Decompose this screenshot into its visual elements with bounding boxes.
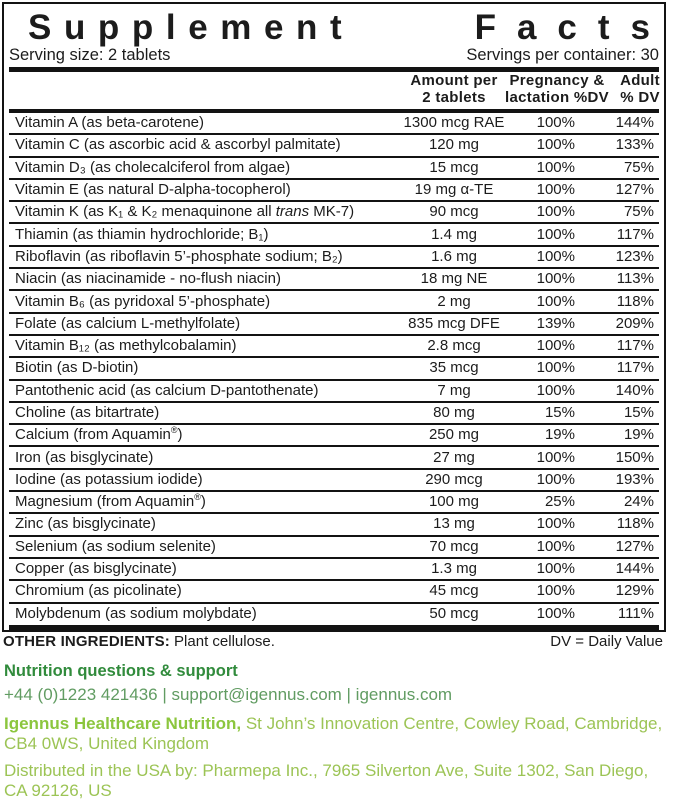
- amount-cell: 90 mcg: [429, 203, 479, 221]
- nutrient-name: Iron (as bisglycinate): [15, 448, 154, 466]
- amount-cell: 1.6 mg: [431, 247, 477, 265]
- serving-info-row: [4, 45, 664, 66]
- adult-dv-cell: 19%: [623, 426, 654, 444]
- column-header-adult-line1: Adult: [620, 72, 660, 89]
- pregnancy-dv-cell: 100%: [536, 560, 575, 578]
- table-row: [9, 245, 659, 267]
- other-ingredients-label: OTHER INGREDIENTS:: [3, 633, 170, 650]
- adult-dv-cell: 193%: [615, 470, 654, 488]
- contact-line: +44 (0)1223 421436 | support@igennus.com | igennus.com: [4, 685, 453, 704]
- nutrient-name: Vitamin D₃ (as cholecalciferol from algae): [15, 158, 291, 176]
- table-row: [9, 334, 659, 356]
- nutrient-name: Vitamin E (as natural D-alpha-tocopherol): [15, 181, 291, 199]
- column-header-amount-line2: 2 tablets: [422, 88, 486, 106]
- adult-dv-cell: 118%: [616, 515, 654, 533]
- pregnancy-dv-cell: 100%: [536, 270, 575, 288]
- nutrient-name: Vitamin B₆ (as pyridoxal 5’-phosphate): [15, 292, 271, 310]
- company-address-rest: St John’s Innovation Centre, Cowley Road, Cambridge, CB4 0WS, United Kingdom: [4, 714, 663, 753]
- amount-cell: 15 mcg: [429, 158, 479, 176]
- table-row: [9, 379, 659, 401]
- panel-title: [4, 4, 671, 47]
- table-row: [9, 113, 659, 133]
- table-row: [9, 222, 659, 244]
- adult-dv-cell: 133%: [615, 136, 654, 154]
- adult-dv-cell: 127%: [615, 181, 654, 199]
- pregnancy-dv-cell: 100%: [536, 537, 575, 555]
- contact-heading: Nutrition questions & support: [4, 662, 238, 680]
- registered-trademark-symbol: ®: [170, 425, 178, 436]
- table-row: [9, 178, 659, 200]
- pregnancy-dv-cell: 100%: [536, 114, 575, 132]
- pregnancy-dv-cell: 100%: [536, 337, 575, 355]
- table-row: [9, 200, 659, 222]
- pregnancy-dv-cell: 100%: [536, 292, 575, 310]
- nutrient-name: Riboflavin (as riboflavin 5’-phosphate sodium; B₂): [15, 247, 343, 265]
- amount-cell: 50 mcg: [429, 604, 479, 622]
- table-header: [4, 72, 664, 109]
- supplement-facts-panel: [2, 2, 671, 632]
- table-row: [9, 579, 659, 601]
- amount-cell: 19 mg α-TE: [414, 181, 494, 199]
- nutrient-name: Niacin (as niacinamide - no-flush niacin): [15, 270, 281, 288]
- amount-cell: 120 mg: [428, 136, 480, 154]
- pregnancy-dv-cell: 100%: [536, 470, 575, 488]
- column-header-adult-line2: % DV: [620, 88, 660, 106]
- nutrient-table: [9, 113, 659, 624]
- pregnancy-dv-cell: 100%: [536, 448, 575, 466]
- registered-trademark-symbol: ®: [194, 492, 201, 503]
- column-header-pregnancy-dv: [505, 73, 609, 106]
- table-row: [9, 557, 659, 579]
- dv-note: DV = Daily Value: [550, 633, 663, 650]
- table-row: [9, 535, 659, 557]
- nutrient-name: Chromium (as picolinate): [15, 582, 182, 600]
- table-row: [9, 267, 659, 289]
- amount-cell: 7 mg: [437, 381, 471, 399]
- amount-cell: 18 mg NE: [420, 270, 488, 288]
- pregnancy-dv-cell: 100%: [536, 359, 575, 377]
- amount-cell: 2.8 mcg: [427, 337, 481, 355]
- nutrient-name: Vitamin A (as beta-carotene): [15, 114, 204, 132]
- amount-cell: 13 mg: [433, 515, 475, 533]
- adult-dv-cell: 144%: [615, 560, 654, 578]
- pregnancy-dv-cell: 100%: [536, 136, 575, 154]
- pregnancy-dv-cell: 100%: [536, 247, 575, 265]
- pregnancy-dv-cell: 100%: [536, 158, 575, 176]
- amount-cell: 835 mcg DFE: [408, 314, 500, 332]
- adult-dv-cell: 123%: [615, 247, 654, 265]
- company-name: Igennus Healthcare Nutrition,: [4, 714, 242, 733]
- table-row: [9, 512, 659, 534]
- column-header-adult-dv: [620, 73, 660, 106]
- nutrient-name: Zinc (as bisglycinate): [15, 515, 156, 533]
- company-address: [4, 714, 664, 753]
- amount-cell: 290 mcg: [425, 470, 483, 488]
- nutrient-name-italic: trans: [275, 203, 310, 221]
- adult-dv-cell: 150%: [615, 448, 654, 466]
- pregnancy-dv-cell: 15%: [544, 404, 575, 421]
- amount-cell: 1.3 mg: [431, 560, 477, 578]
- table-row: [9, 156, 659, 178]
- nutrient-name: Selenium (as sodium selenite): [15, 537, 216, 555]
- nutrient-name: Pantothenic acid (as calcium D-pantothenate): [15, 381, 319, 399]
- nutrient-name: Folate (as calcium L-methylfolate): [15, 314, 241, 332]
- pregnancy-dv-cell: 100%: [536, 604, 575, 622]
- amount-cell: 2 mg: [437, 292, 471, 310]
- footnote-row: [3, 633, 663, 650]
- adult-dv-cell: 75%: [623, 158, 654, 176]
- nutrient-name: Copper (as bisglycinate): [15, 560, 177, 578]
- table-row: [9, 401, 659, 423]
- table-row: [9, 312, 659, 334]
- pregnancy-dv-cell: 139%: [536, 314, 575, 332]
- adult-dv-cell: 129%: [615, 582, 654, 600]
- nutrient-name: Iodine (as potassium iodide): [15, 470, 203, 488]
- nutrient-name: Thiamin (as thiamin hydrochloride; B₁): [15, 225, 269, 243]
- amount-cell: 70 mcg: [429, 537, 479, 555]
- adult-dv-cell: 140%: [615, 381, 654, 399]
- amount-cell: 250 mg: [428, 426, 480, 444]
- title-word-supplement: Supplement: [28, 8, 355, 47]
- other-ingredients-value: Plant cellulose.: [174, 633, 275, 650]
- adult-dv-cell: 117%: [616, 337, 654, 355]
- pregnancy-dv-cell: 100%: [536, 181, 575, 199]
- amount-cell: 100 mg: [428, 493, 480, 511]
- pregnancy-dv-cell: 100%: [536, 381, 575, 399]
- adult-dv-cell: 209%: [615, 314, 654, 332]
- column-header-amount: [410, 73, 497, 106]
- amount-cell: 45 mcg: [429, 582, 479, 600]
- amount-cell: 35 mcg: [429, 359, 479, 377]
- adult-dv-cell: 117%: [616, 225, 654, 243]
- divider-thick-bottom: [9, 625, 659, 630]
- adult-dv-cell: 24%: [623, 493, 654, 511]
- nutrient-name: Vitamin B₁₂ (as methylcobalamin): [15, 337, 237, 355]
- table-row: [9, 289, 659, 311]
- nutrient-name: Calcium (from Aquamin®): [15, 425, 183, 444]
- nutrient-name: Biotin (as D-biotin): [15, 359, 139, 377]
- adult-dv-cell: 117%: [616, 359, 654, 377]
- title-word-facts: Facts: [474, 8, 671, 47]
- other-ingredients: [3, 633, 275, 650]
- table-row: [9, 445, 659, 467]
- adult-dv-cell: 127%: [615, 537, 654, 555]
- amount-cell: 27 mg: [433, 448, 475, 466]
- table-row: [9, 423, 659, 445]
- table-row: [9, 468, 659, 490]
- nutrient-name: Magnesium (from Aquamin®): [15, 492, 206, 511]
- adult-dv-cell: 111%: [617, 604, 654, 622]
- distributor-line: Distributed in the USA by: Pharmepa Inc., 7965 Silverton Ave, Suite 1302, San Diego, CA 92126, US: [4, 761, 649, 800]
- pregnancy-dv-cell: 100%: [536, 203, 575, 221]
- amount-cell: 1.4 mg: [431, 225, 477, 243]
- pregnancy-dv-cell: 100%: [536, 515, 575, 533]
- column-header-pregnancy-line2: lactation %DV: [505, 88, 609, 106]
- pregnancy-dv-cell: 25%: [544, 493, 575, 511]
- column-header-amount-line1: Amount per: [410, 72, 498, 89]
- nutrient-name: Molybdenum (as sodium molybdate): [15, 604, 257, 622]
- adult-dv-cell: 118%: [616, 292, 654, 310]
- adult-dv-cell: 113%: [616, 270, 654, 288]
- amount-cell: 80 mg: [433, 404, 475, 421]
- pregnancy-dv-cell: 100%: [536, 582, 575, 600]
- adult-dv-cell: 15%: [623, 404, 654, 421]
- table-row: [9, 602, 659, 624]
- nutrient-name: Vitamin K (as K₁ & K₂ menaquinone all trans MK-7): [15, 203, 355, 221]
- table-row: [9, 356, 659, 378]
- servings-per-container-text: Servings per container: 30: [466, 46, 659, 64]
- column-header-pregnancy-line1: Pregnancy &: [509, 72, 605, 89]
- nutrient-name: Choline (as bitartrate): [15, 404, 160, 421]
- nutrient-name: Vitamin C (as ascorbic acid & ascorbyl palmitate): [15, 136, 341, 154]
- contact-block: [4, 662, 664, 800]
- table-row: [9, 133, 659, 155]
- pregnancy-dv-cell: 19%: [544, 426, 575, 444]
- amount-cell: 1300 mcg RAE: [403, 114, 505, 132]
- adult-dv-cell: 75%: [623, 203, 654, 221]
- pregnancy-dv-cell: 100%: [536, 225, 575, 243]
- table-row: [9, 490, 659, 512]
- serving-size-text: Serving size: 2 tablets: [9, 46, 171, 64]
- adult-dv-cell: 144%: [615, 114, 654, 132]
